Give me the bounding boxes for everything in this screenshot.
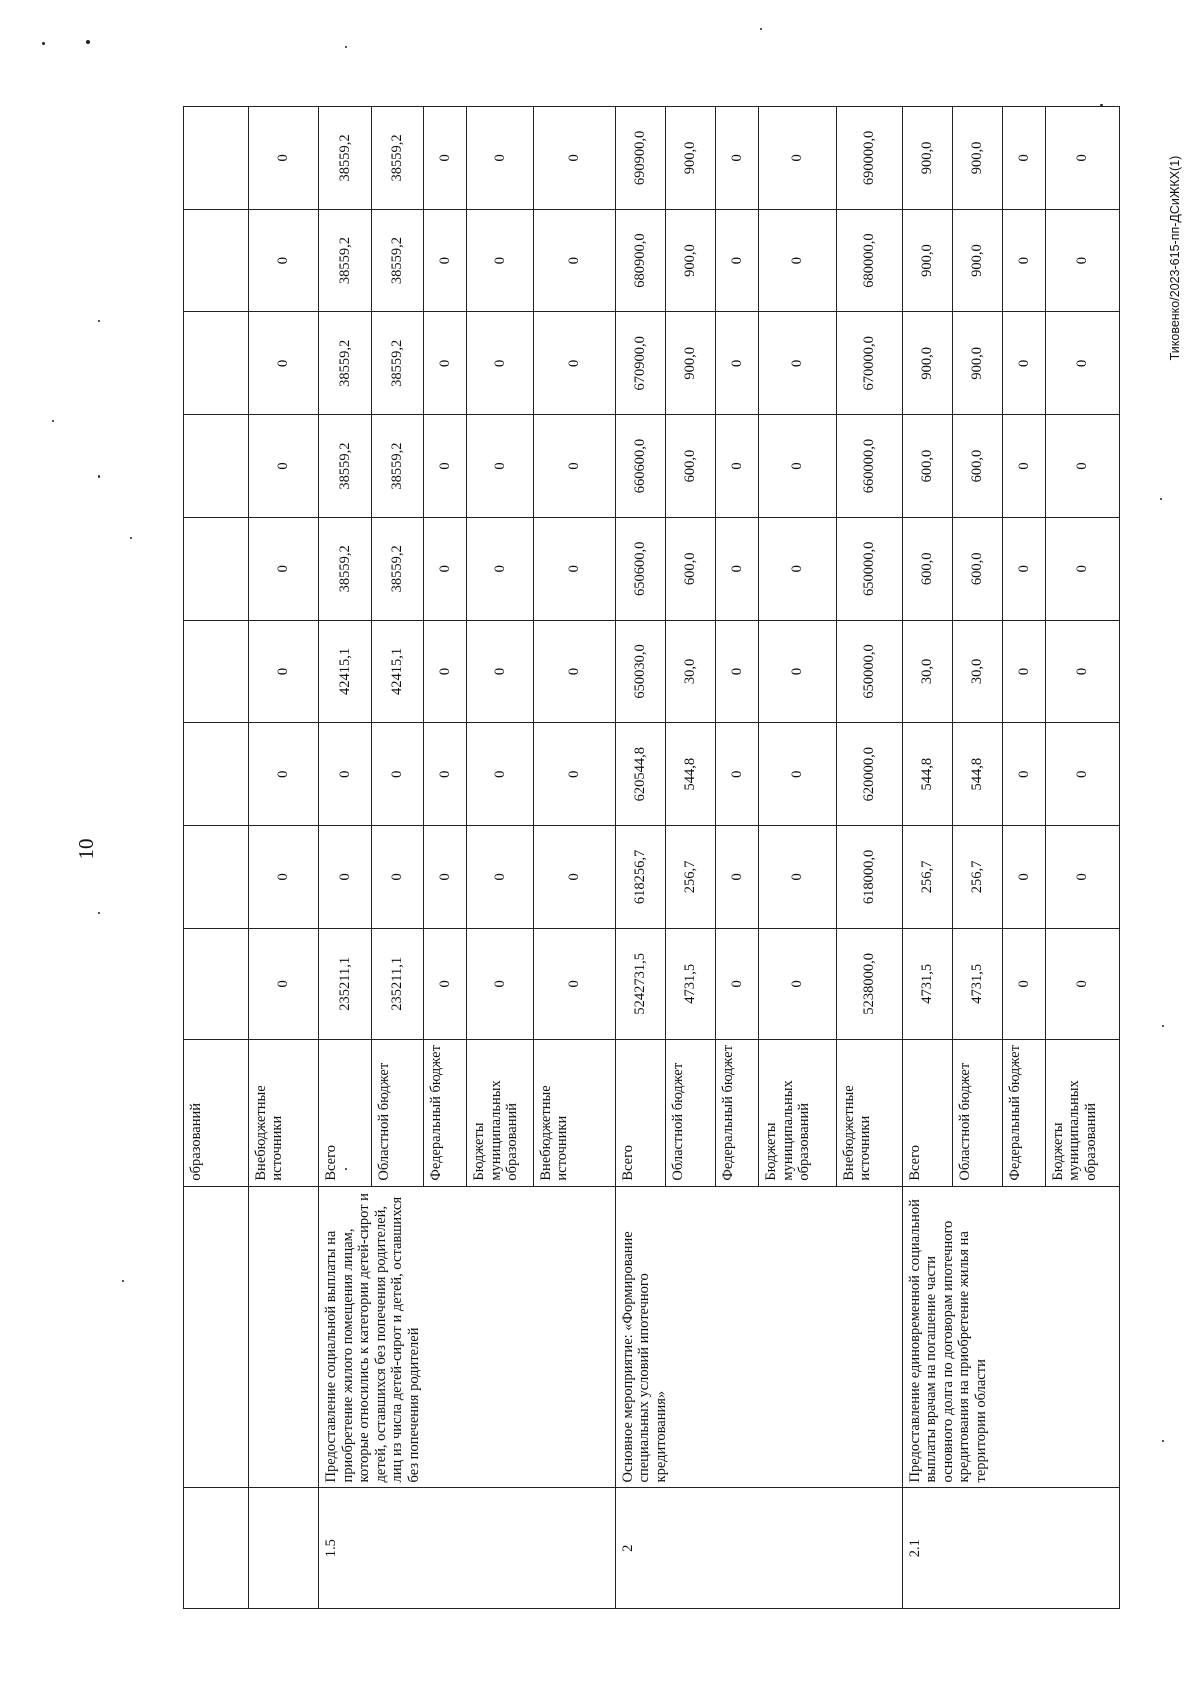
value-cell (184, 620, 249, 723)
table-row (248, 107, 319, 1609)
table-row (319, 107, 371, 1609)
value-cell: 5238000,0 (836, 928, 902, 1039)
rotated-table-container (183, 106, 1120, 1609)
funding-source: Бюджеты муниципальных образований (467, 1039, 534, 1186)
value-cell: 0 (715, 517, 758, 620)
value-cell: 900,0 (902, 107, 952, 210)
value-cell: 0 (1002, 620, 1045, 723)
value-cell: 0 (715, 209, 758, 312)
value-cell: 0 (1002, 312, 1045, 415)
page-number: 10 (74, 838, 98, 860)
value-cell: 38559,2 (319, 415, 371, 518)
value-cell: 600,0 (665, 415, 715, 518)
value-cell: 0 (424, 312, 467, 415)
name-cell (184, 1186, 249, 1488)
value-cell (184, 928, 249, 1039)
value-cell: 38559,2 (319, 209, 371, 312)
value-cell: 38559,2 (371, 107, 423, 210)
value-cell: 690000,0 (836, 107, 902, 210)
value-cell: 660600,0 (615, 415, 665, 518)
value-cell: 0 (759, 517, 836, 620)
value-cell: 900,0 (952, 312, 1002, 415)
value-cell: 30,0 (902, 620, 952, 723)
value-cell: 670900,0 (615, 312, 665, 415)
value-cell: 4731,5 (952, 928, 1002, 1039)
value-cell: 0 (1045, 107, 1119, 210)
funding-source: Внебюджетные источники (836, 1039, 902, 1186)
value-cell: 256,7 (665, 826, 715, 929)
value-cell: 0 (371, 826, 423, 929)
value-cell: 0 (533, 107, 615, 210)
value-cell: 0 (533, 517, 615, 620)
value-cell: 256,7 (902, 826, 952, 929)
value-cell: 0 (467, 312, 534, 415)
value-cell: 0 (424, 723, 467, 826)
value-cell: 0 (424, 415, 467, 518)
budget-table (183, 106, 1120, 1609)
value-cell: 0 (248, 107, 319, 210)
table-row (184, 107, 249, 1609)
value-cell (184, 312, 249, 415)
value-cell: 0 (424, 517, 467, 620)
funding-source: Всего (615, 1039, 665, 1186)
value-cell: 0 (467, 826, 534, 929)
funding-source: Федеральный бюджет (715, 1039, 758, 1186)
value-cell: 690900,0 (615, 107, 665, 210)
funding-source: Бюджеты муниципальных образований (1045, 1039, 1119, 1186)
value-cell: 0 (533, 415, 615, 518)
value-cell: 650000,0 (836, 517, 902, 620)
value-cell: 30,0 (952, 620, 1002, 723)
funding-source: Федеральный бюджет (1002, 1039, 1045, 1186)
value-cell (184, 826, 249, 929)
section-title: Предоставление единовременной социальной выплаты врачам на погашение части основного долга по договорам ипотечного кредитования на приобретение жилья на территории области (902, 1186, 1119, 1488)
value-cell: 900,0 (952, 209, 1002, 312)
value-cell: 0 (1002, 517, 1045, 620)
value-cell: 600,0 (665, 517, 715, 620)
value-cell: 900,0 (902, 312, 952, 415)
value-cell (184, 107, 249, 210)
value-cell: 38559,2 (371, 312, 423, 415)
value-cell: 0 (759, 928, 836, 1039)
value-cell: 620000,0 (836, 723, 902, 826)
value-cell: 0 (759, 723, 836, 826)
value-cell: 0 (759, 312, 836, 415)
value-cell: 0 (248, 928, 319, 1039)
section-number: 2.1 (902, 1488, 1119, 1609)
funding-source: Областной бюджет (371, 1039, 423, 1186)
value-cell: 0 (248, 517, 319, 620)
number-cell (248, 1488, 319, 1609)
value-cell: 900,0 (902, 209, 952, 312)
value-cell: 0 (467, 415, 534, 518)
value-cell: 0 (319, 723, 371, 826)
value-cell: 650030,0 (615, 620, 665, 723)
value-cell: 0 (424, 209, 467, 312)
value-cell (184, 723, 249, 826)
document-code: Тиковенко/2023-615-пп-ДСиЖКХ(1) (1168, 155, 1182, 361)
value-cell: 0 (715, 312, 758, 415)
value-cell: 600,0 (902, 517, 952, 620)
value-cell: 0 (424, 620, 467, 723)
table-row (615, 107, 665, 1609)
value-cell: 38559,2 (319, 107, 371, 210)
value-cell: 618000,0 (836, 826, 902, 929)
value-cell: 0 (759, 107, 836, 210)
value-cell: 600,0 (902, 415, 952, 518)
value-cell: 0 (759, 620, 836, 723)
value-cell: 680000,0 (836, 209, 902, 312)
funding-source: Бюджеты муниципальных образований (759, 1039, 836, 1186)
value-cell: 0 (533, 620, 615, 723)
value-cell: 600,0 (952, 517, 1002, 620)
value-cell: 235211,1 (319, 928, 371, 1039)
value-cell: 0 (533, 209, 615, 312)
value-cell: 0 (715, 620, 758, 723)
value-cell: 544,8 (952, 723, 1002, 826)
value-cell: 544,8 (902, 723, 952, 826)
value-cell: 38559,2 (371, 415, 423, 518)
value-cell: 600,0 (952, 415, 1002, 518)
value-cell: 0 (1045, 620, 1119, 723)
value-cell: 0 (424, 107, 467, 210)
value-cell: 38559,2 (319, 517, 371, 620)
value-cell: 620544,8 (615, 723, 665, 826)
value-cell: 650600,0 (615, 517, 665, 620)
value-cell: 900,0 (665, 107, 715, 210)
value-cell: 0 (715, 723, 758, 826)
funding-source: Областной бюджет (665, 1039, 715, 1186)
value-cell: 0 (715, 415, 758, 518)
section-title: Основное мероприятие: «Формирование специальных условий ипотечного кредитования» (615, 1186, 902, 1488)
value-cell: 670000,0 (836, 312, 902, 415)
number-cell (184, 1488, 249, 1609)
value-cell: 38559,2 (319, 312, 371, 415)
value-cell: 0 (1045, 826, 1119, 929)
value-cell: 5242731,5 (615, 928, 665, 1039)
value-cell: 618256,7 (615, 826, 665, 929)
value-cell: 0 (1045, 312, 1119, 415)
section-title: Предоставление социальной выплаты на приобретение жилого помещения лицам, которые относились к категории детей-сирот и детей, оставшихся без попечения родителей, лиц из числа детей-сирот и детей, оставшихся без попечения родителей (319, 1186, 615, 1488)
value-cell: 0 (533, 928, 615, 1039)
value-cell: 0 (1045, 928, 1119, 1039)
value-cell: 660000,0 (836, 415, 902, 518)
value-cell: 0 (248, 826, 319, 929)
value-cell (184, 209, 249, 312)
value-cell: 0 (248, 312, 319, 415)
value-cell: 30,0 (665, 620, 715, 723)
value-cell: 0 (533, 723, 615, 826)
value-cell: 900,0 (665, 312, 715, 415)
value-cell: 0 (248, 415, 319, 518)
value-cell: 38559,2 (371, 517, 423, 620)
value-cell: 0 (715, 107, 758, 210)
value-cell: 0 (467, 620, 534, 723)
value-cell: 235211,1 (371, 928, 423, 1039)
section-number: 1.5 (319, 1488, 615, 1609)
value-cell: 0 (1045, 723, 1119, 826)
value-cell: 4731,5 (902, 928, 952, 1039)
value-cell: 0 (1045, 517, 1119, 620)
value-cell: 256,7 (952, 826, 1002, 929)
value-cell: 0 (424, 928, 467, 1039)
value-cell: 0 (248, 620, 319, 723)
funding-source: Всего (319, 1039, 371, 1186)
funding-source: Федеральный бюджет (424, 1039, 467, 1186)
value-cell: 0 (1002, 826, 1045, 929)
value-cell: 42415,1 (319, 620, 371, 723)
funding-source: Областной бюджет (952, 1039, 1002, 1186)
value-cell: 0 (1045, 209, 1119, 312)
value-cell: 0 (1002, 209, 1045, 312)
value-cell: 0 (467, 107, 534, 210)
value-cell: 0 (1002, 928, 1045, 1039)
value-cell: 0 (759, 415, 836, 518)
value-cell: 680900,0 (615, 209, 665, 312)
source-cell: образований (184, 1039, 249, 1186)
value-cell: 0 (533, 826, 615, 929)
value-cell: 0 (467, 723, 534, 826)
value-cell: 42415,1 (371, 620, 423, 723)
value-cell: 0 (759, 209, 836, 312)
value-cell: 0 (248, 209, 319, 312)
value-cell: 4731,5 (665, 928, 715, 1039)
value-cell (184, 415, 249, 518)
value-cell: 0 (467, 928, 534, 1039)
value-cell: 0 (759, 826, 836, 929)
funding-source: Внебюджетные источники (533, 1039, 615, 1186)
value-cell: 0 (1002, 723, 1045, 826)
value-cell: 544,8 (665, 723, 715, 826)
table-row (902, 107, 952, 1609)
value-cell: 0 (715, 826, 758, 929)
value-cell: 0 (371, 723, 423, 826)
value-cell: 0 (533, 312, 615, 415)
value-cell: 900,0 (952, 107, 1002, 210)
section-number: 2 (615, 1488, 902, 1609)
value-cell: 0 (467, 209, 534, 312)
value-cell: 0 (1002, 415, 1045, 518)
value-cell: 0 (319, 826, 371, 929)
funding-source: Всего (902, 1039, 952, 1186)
value-cell: 0 (424, 826, 467, 929)
value-cell: 0 (1045, 415, 1119, 518)
value-cell (184, 517, 249, 620)
value-cell: 0 (1002, 107, 1045, 210)
value-cell: 900,0 (665, 209, 715, 312)
name-cell (248, 1186, 319, 1488)
value-cell: 38559,2 (371, 209, 423, 312)
value-cell: 0 (715, 928, 758, 1039)
value-cell: 650000,0 (836, 620, 902, 723)
value-cell: 0 (248, 723, 319, 826)
value-cell: 0 (467, 517, 534, 620)
source-cell: Внебюджетные источники (248, 1039, 319, 1186)
